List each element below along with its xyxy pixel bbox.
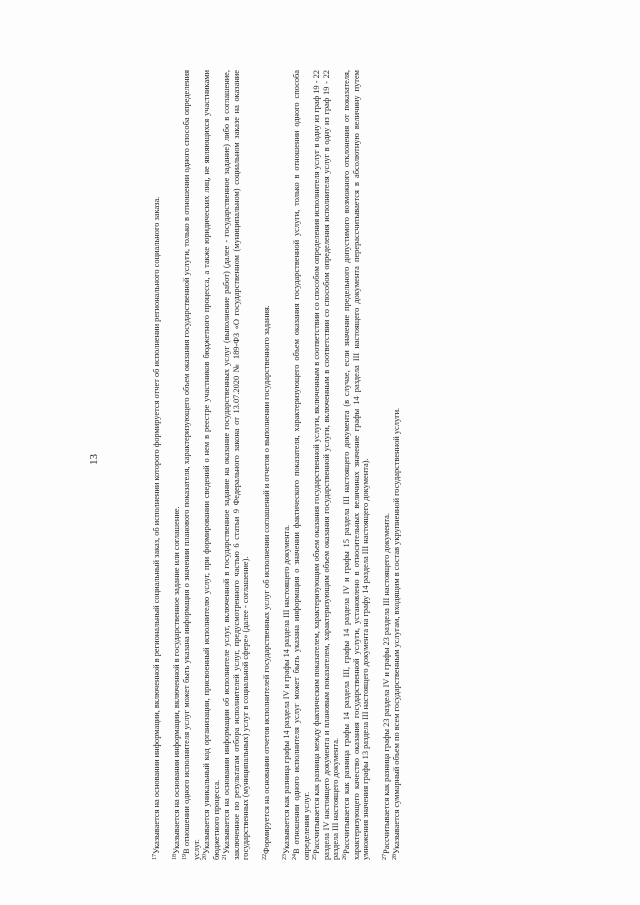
footnote-text: Рассчитывается как разница графы 23 раздела IV и графы 23 раздела III настоящего документа.: [382, 513, 391, 854]
footnote-19: [182, 70, 201, 860]
footnote-marker: 23: [282, 854, 288, 860]
footnote-24: [292, 70, 311, 860]
footnote-text: В отношении одного исполнителя услуг может быть указана информация о значении планового показателя, характеризующего объем оказания государственной услуги, только в отношении одного способа определения услуг.: [182, 70, 201, 860]
footnote-text: Указывается на основании информации, включенной в региональный социальный заказ, об исполнении которого формируется отчет об исполнении регионального социального заказа.: [152, 196, 161, 854]
footnote-marker: 17: [152, 854, 158, 860]
page-number: 13: [88, 454, 100, 465]
footnote-20: [202, 70, 221, 860]
footnote-marker: 19: [182, 854, 188, 860]
footnote-marker: 24: [292, 854, 298, 860]
footnote-text: Указывается уникальный код организации, присвоенный исполнителю услуг, при формировании сведений о нем в реестре участников бюджетного процесса, а также юридических лиц, не являющихся участниками бюджетного процесса.: [202, 70, 221, 860]
footnote-22: [262, 70, 272, 860]
footnote-text: Указывается на основании информации об исполнителе услуг, включенной в государственное задание на оказание государственных услуг (выполнение работ) (далее - государственное задание) либо в соглашение, заключенное по результатам отбора исполнителей услуг, предусмотренного частью 6 статьи 9 Федерального закона от 13.07.2020 № 189-ФЗ «О государственном (муниципальном) социальном заказе на оказание государственных (муниципальных) услуг в социальной сфере» (далее - соглашение).: [222, 70, 250, 860]
footnote-marker: 25: [312, 854, 318, 860]
footnote-text: Указывается как разница графы 14 раздела IV и графы 14 раздела III настоящего документа.: [282, 524, 291, 854]
rotated-content: [82, 60, 640, 860]
footnote-marker: 20: [202, 854, 208, 860]
footnote-text: Указывается суммарный объем по всем государственным услугам, входящим в состав укрупненной государственной услуги.: [392, 407, 401, 854]
footnote-28: [392, 70, 402, 860]
footnote-text: Формируется на основании отчетов исполнителей государственных услуг об исполнении соглашений и отчетов о выполнении государственного задания.: [262, 305, 271, 854]
footnote-27: [382, 70, 392, 860]
footnote-marker: 27: [382, 854, 388, 860]
footnote-17: [152, 70, 162, 860]
footnote-text: Рассчитывается как разница между фактическим показателем, характеризующим объем оказания государственной услуги, включенным в соответствии со способом определения исполнителя услуг в одну из граф 19 - 22 раздела IV настоящего документа и плановым показателем, характеризующим объем оказания государственной услуги, включенным в соответствии со способом определения исполнителя услуг в одну из граф 19 - 22 раздела III настоящего документа.: [312, 70, 340, 860]
footnote-marker: 21: [222, 854, 228, 860]
footnote-26: [342, 70, 371, 860]
footnote-marker: 26: [342, 854, 348, 860]
footnote-23: [282, 70, 292, 860]
footnote-text: Указывается на основании информации, включенной в государственное задание или соглашение.: [172, 506, 181, 854]
footnote-text: В отношении одного исполнителя услуг может быть указана информация о значении фактического показателя, характеризующего объем оказания государственной услуги, только в отношении одного способа определения услуг.: [292, 70, 311, 860]
footnote-25: [312, 70, 341, 860]
footnote-marker: 22: [262, 854, 268, 860]
footnote-marker: 18: [172, 854, 178, 860]
footnote-text: Рассчитывается как разница графы 14 раздела III, графы 14 раздела IV и графы 15 раздела III настоящего документа (в случае, если значение предельного допустимого возможного отклонения от показателя, характеризующего качество оказания государственной услуги, установлено в относительных величинах значение графы 14 раздела III настоящего документа перерассчитывается в абсолютную величину путем умножения значения графы 13 раздела III настоящего документа на графу 14 раздела III настоящего документа).: [342, 70, 370, 860]
footnote-18: [172, 70, 182, 860]
footnote-marker: 28: [392, 854, 398, 860]
footnote-21: [222, 70, 251, 860]
